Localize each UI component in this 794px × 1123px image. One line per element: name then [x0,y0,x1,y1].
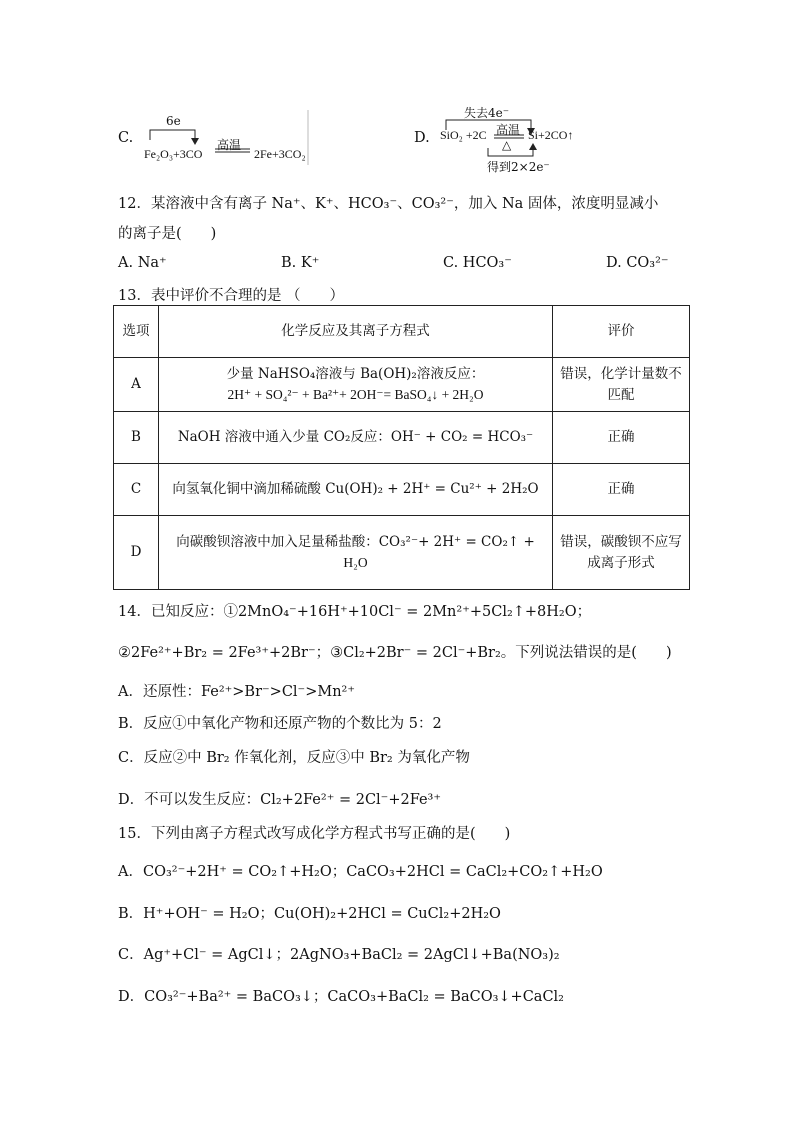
row-evaluation: 正确 [553,412,690,464]
q11-c-condition: 高温 [217,138,242,152]
header-reaction: 化学反应及其离子方程式 [159,306,553,358]
q15-option-d[interactable]: D．CO₃²⁻+Ba²⁺ = BaCO₃↓；CaCO₃+BaCl₂ = BaCO₃↓+CaCl₂ [118,989,564,1005]
row-reaction [159,516,553,590]
q15-stem: 15．下列由离子方程式改写成化学方程式书写正确的是( ) [118,826,511,842]
q12-option-text: CO₃²⁻ [626,255,669,271]
q11-c-rhs: 2Fe+3CO₂ [254,147,306,161]
q15-option-c[interactable]: C．Ag⁺+Cl⁻ = AgCl↓；2AgNO₃+BaCl₂ = 2AgCl↓+Ba(NO₃)₂ [118,947,560,963]
table-row [114,412,690,464]
q12-option-a[interactable] [118,255,167,271]
q11-c-electrons: 6e [166,114,181,128]
q12-option-c[interactable] [443,255,512,271]
row-evaluation: 正确 [553,464,690,516]
q14-stem-line1: 14．已知反应：①2MnO₄⁻+16H⁺+10Cl⁻ = 2Mn²⁺+5Cl₂↑+8H₂O； [118,604,592,620]
header-evaluation: 评价 [553,306,690,358]
q15-option-b[interactable]: B．H⁺+OH⁻ = H₂O；Cu(OH)₂+2HCl = CuCl₂+2H₂O [118,906,501,922]
row-reaction: 向氢氧化铜中滴加稀硫酸 Cu(OH)₂ + 2H⁺ = Cu²⁺ + 2H₂O [159,464,553,516]
q11-d-letter: D. [414,130,430,146]
q12-option-text: HCO₃⁻ [462,255,512,271]
row-option: B [114,412,159,464]
q14-stem-line2: ②2Fe²⁺+Br₂ = 2Fe³⁺+2Br⁻；③Cl₂+2Br⁻ = 2Cl⁻+Br₂。下列说法错误的是( ) [118,645,672,661]
row-reaction [159,358,553,412]
q11-d-heat: △ [502,138,512,152]
q12-option-label: B. [281,255,297,271]
q11-d-lhs: SiO₂ +2C [440,128,487,142]
q11-d-lose-label: 失去4e⁻ [464,106,510,120]
row-reaction-line2: H₂O [343,554,368,570]
header-option: 选项 [114,306,159,358]
q11-c-letter: C. [118,130,134,146]
q13-evaluation-table [113,305,690,590]
q11-d-rhs: Si+2CO↑ [528,128,574,142]
q12-option-b[interactable] [281,255,319,271]
q11-c-lhs: Fe₂O₃+3CO [144,147,203,161]
q12-option-text: Na⁺ [137,255,167,271]
q12-option-label: D. [606,255,622,271]
row-reaction-line1: 向碳酸钡溶液中加入足量稀盐酸：CO₃²⁻+ 2H⁺ = CO₂↑ + [176,534,535,551]
row-reaction-line1: 少量 NaHSO₄溶液与 Ba(OH)₂溶液反应： [226,366,485,383]
q15-option-a[interactable]: A．CO₃²⁻+2H⁺ = CO₂↑+H₂O；CaCO₃+2HCl = CaCl₂+CO₂↑+H₂O [118,864,603,880]
table-row [114,464,690,516]
row-reaction-line2: 2H⁺ + SO₄²⁻ + Ba²⁺+ 2OH⁻= BaSO₄↓ + 2H₂O [227,386,484,402]
q14-option-c[interactable]: C．反应②中 Br₂ 作氧化剂，反应③中 Br₂ 为氧化产物 [118,750,470,766]
row-option: D [114,516,159,590]
row-evaluation: 错误，碳酸钡不应写成离子形式 [553,516,690,590]
q12-option-text: K⁺ [300,255,320,271]
row-option: C [114,464,159,516]
q12-stem-line1: 12．某溶液中含有离子 Na⁺、K⁺、HCO₃⁻、CO₃²⁻，加入 Na 固体，浓度明显减小 [118,196,659,212]
q12-stem-line2: 的离子是( ) [118,226,217,242]
q11-d-gain-label: 得到2×2e⁻ [487,160,550,174]
q12-option-d[interactable] [606,255,669,271]
q14-option-b[interactable]: B．反应①中氧化产物和还原产物的个数比为 5：2 [118,716,442,732]
row-reaction: NaOH 溶液中通入少量 CO₂反应：OH⁻ + CO₂ = HCO₃⁻ [159,412,553,464]
q12-option-label: C. [443,255,459,271]
q14-option-a[interactable]: A．还原性：Fe²⁺>Br⁻>Cl⁻>Mn²⁺ [118,684,356,700]
table-header-row [114,306,690,358]
row-option: A [114,358,159,412]
q14-option-d[interactable]: D．不可以发生反应：Cl₂+2Fe²⁺ = 2Cl⁻+2Fe³⁺ [118,792,442,808]
table-row [114,516,690,590]
q11-d-condition: 高温 [496,123,521,137]
q13-stem: 13．表中评价不合理的是 （ ） [118,288,345,304]
q12-option-label: A. [118,255,134,271]
table-row [114,358,690,412]
row-evaluation: 错误，化学计量数不匹配 [553,358,690,412]
